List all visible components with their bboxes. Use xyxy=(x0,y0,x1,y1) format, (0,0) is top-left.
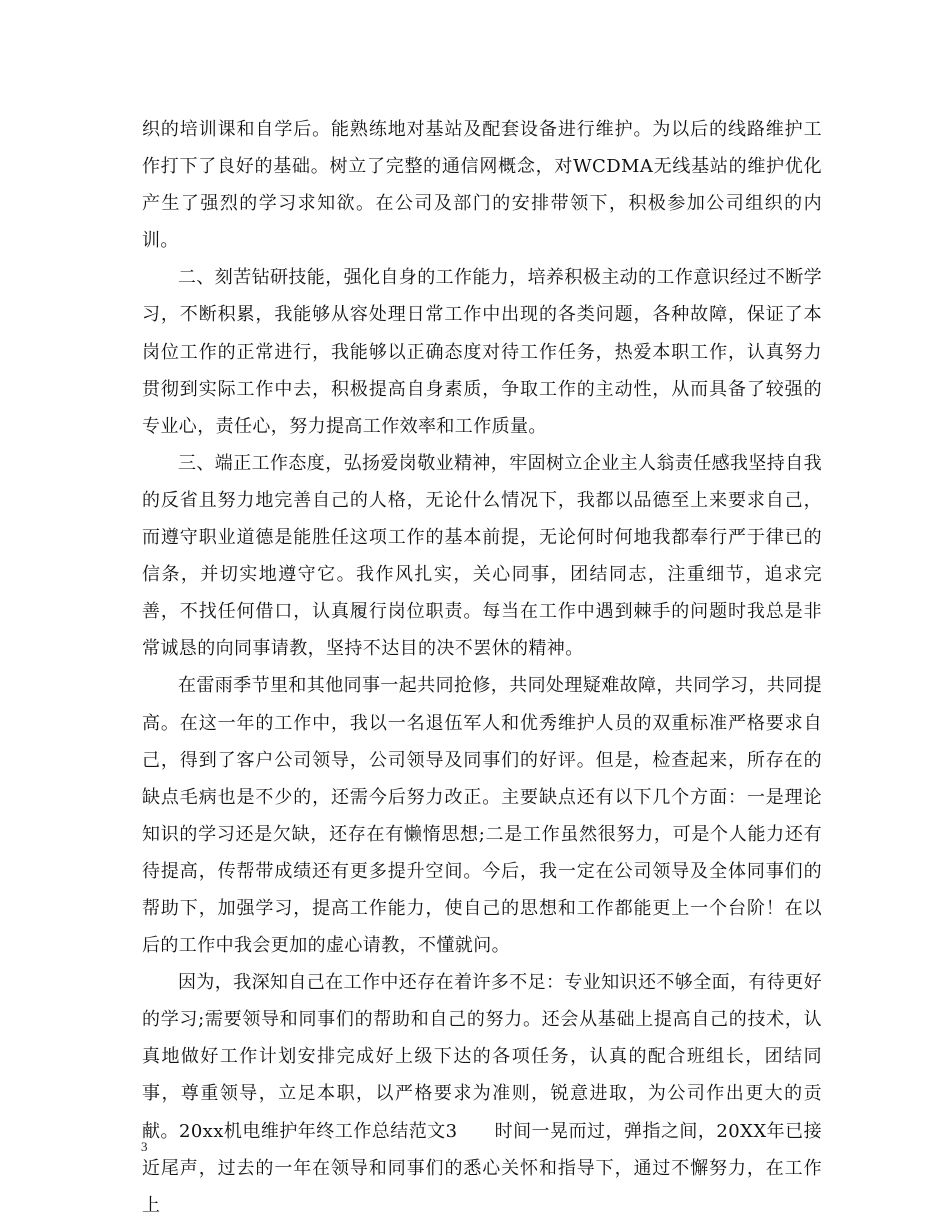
paragraph-5: 因为，我深知自己在工作中还存在着许多不足：专业知识还不够全面，有待更好的学习;需要领导和同事们的帮助和自己的努力。还会从基础上提高自己的技术，认真地做好工作计划安排完成好上级下达的各项任务，认真的配合班组长，团结同事，尊重领导，立足本职，以严格要求为准则，锐意进取，为公司作出更大的贡献。20xx机电维护年终工作总结范文3 时间一晃而过，弹指之间，20XX年已接近尾声，过去的一年在领导和同事们的悉心关怀和指导下，通过不懈努力，在工作上 xyxy=(142,972,822,1216)
body-text xyxy=(142,111,822,1224)
paragraph-4: 在雷雨季节里和其他同事一起共同抢修，共同处理疑难故障，共同学习，共同提高。在这一年的工作中，我以一名退伍军人和优秀维护人员的双重标准严格要求自己，得到了客户公司领导，公司领导及同事们的好评。但是，检查起来，所存在的缺点毛病也是不少的，还需今后努力改正。主要缺点还有以下几个方面：一是理论知识的学习还是欠缺，还存在有懒惰思想;二是工作虽然很努力，可是个人能力还有待提高，传帮带成绩还有更多提升空间。今后，我一定在公司领导及全体同事们的帮助下，加强学习，提高工作能力，使自己的思想和工作都能更上一个台阶！在以后的工作中我会更加的虚心请教，不懂就问。 xyxy=(142,675,822,957)
paragraph-3: 三、端正工作态度，弘扬爱岗敬业精神，牢固树立企业主人翁责任感我坚持自我的反省且努力地完善自己的人格，无论什么情况下，我都以品德至上来要求自己，而遵守职业道德是能胜任这项工作的基本前提，无论何时何地我都奉行严于律已的信条，并切实地遵守它。我作风扎实，关心同事，团结同志，注重细节，追求完善，不找任何借口，认真履行岗位职责。每当在工作中遇到棘手的问题时我总是非常诚恳的向同事请教，坚持不达目的决不罢休的精神。 xyxy=(142,452,822,660)
page-number: 3 xyxy=(141,1139,148,1154)
paragraph-2: 二、刻苦钻研技能，强化自身的工作能力，培养积极主动的工作意识经过不断学习，不断积累，我能够从容处理日常工作中出现的各类问题，各种故障，保证了本岗位工作的正常进行，我能够以正确态度对待工作任务，热爱本职工作，认真努力贯彻到实际工作中去，积极提高自身素质，争取工作的主动性，从而具备了较强的专业心，责任心，努力提高工作效率和工作质量。 xyxy=(142,267,822,437)
paragraph-1: 织的培训课和自学后。能熟练地对基站及配套设备进行维护。为以后的线路维护工作打下了良好的基础。树立了完整的通信网概念，对WCDMA无线基站的维护优化产生了强烈的学习求知欲。在公司及部门的安排带领下，积极参加公司组织的内训。 xyxy=(142,119,822,252)
